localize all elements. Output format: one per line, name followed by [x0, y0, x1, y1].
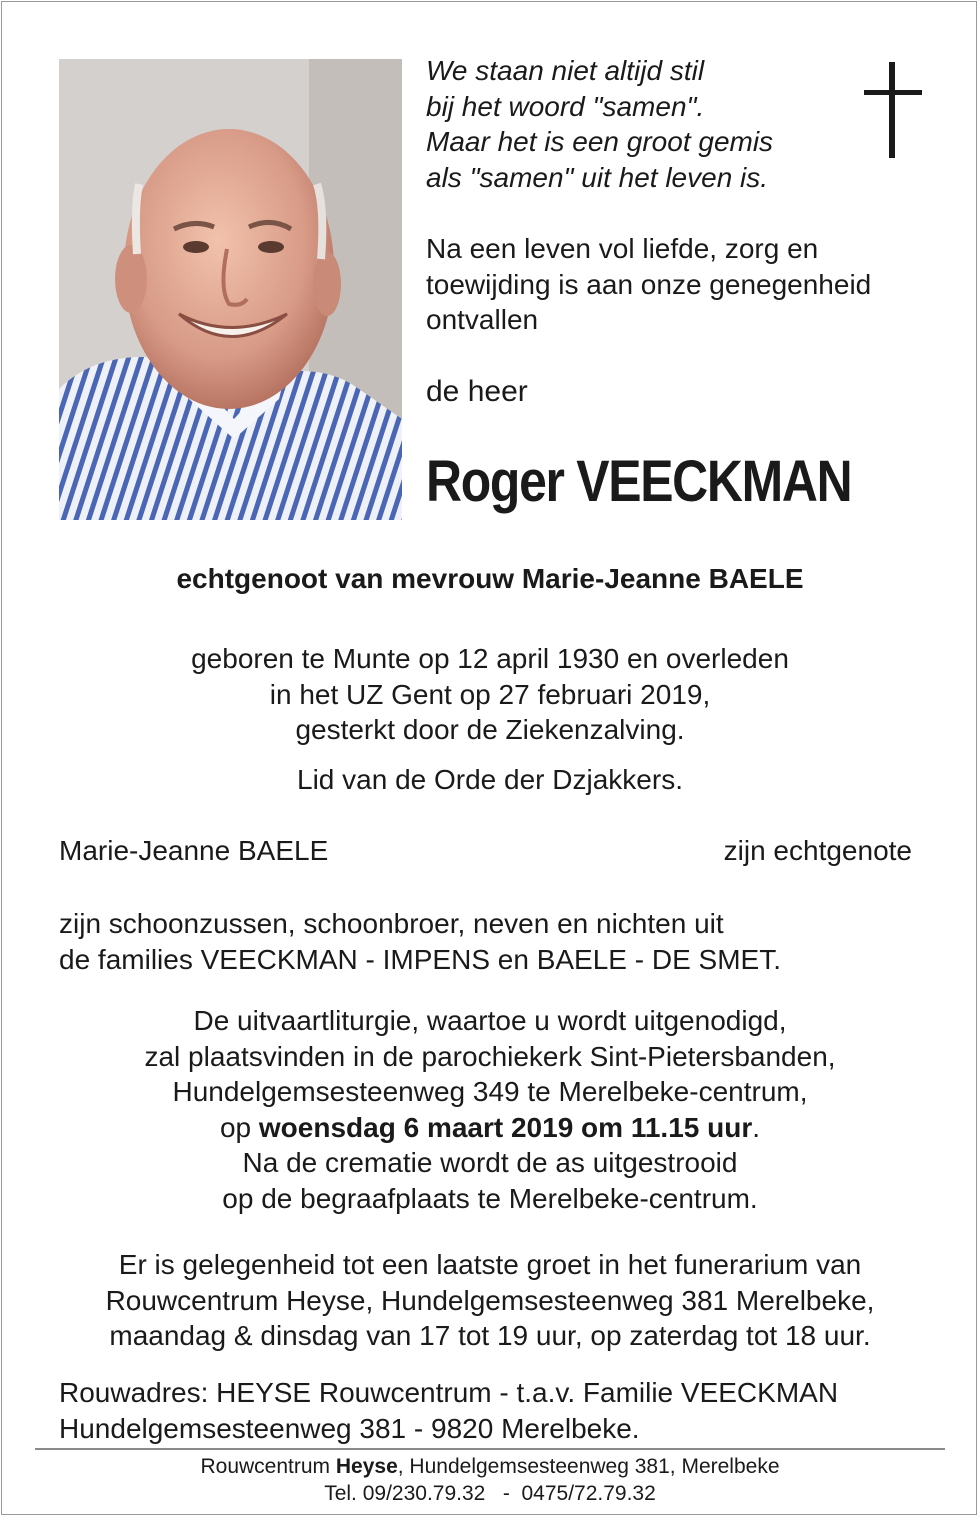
intro-text	[426, 231, 871, 338]
address-line: Rouwadres: HEYSE Rouwcentrum - t.a.v. Familie VEECKMAN	[59, 1377, 839, 1408]
funeral-date: woensdag 6 maart 2019 om 11.15 uur	[258, 1111, 753, 1143]
birth-death-text	[0, 641, 980, 748]
address-line: Hundelgemsesteenweg 381 - 9820 Merelbeke.	[59, 1412, 640, 1444]
footer-suffix: , Hundelgemsesteenweg 381, Merelbeke	[397, 1455, 780, 1478]
family-line: zijn schoonzussen, schoonbroer, neven en nichten uit	[59, 908, 724, 939]
mourning-address	[59, 1375, 838, 1446]
honorific: de heer	[426, 375, 528, 408]
funeral-date-prefix: op	[219, 1111, 259, 1143]
funeral-line: Na de crematie wordt de as uitgestrooid	[242, 1147, 738, 1178]
visit-line: maandag & dinsdag van 17 tot 19 uur, op zaterdag tot 18 uur.	[109, 1320, 871, 1351]
cross-icon	[864, 62, 922, 158]
family-text	[59, 906, 781, 977]
deceased-name: Roger VEECKMAN	[426, 449, 852, 514]
portrait-photo	[59, 59, 402, 520]
footer-line	[0, 1453, 980, 1480]
mourner-name: Marie-Jeanne BAELE	[59, 835, 329, 866]
footer	[0, 1453, 980, 1507]
poem	[426, 53, 773, 195]
poem-line: We staan niet altijd stil	[426, 55, 705, 86]
visitation-text	[0, 1247, 980, 1354]
family-line: de families VEECKMAN - IMPENS en BAELE - DE SMET.	[59, 943, 781, 975]
funeral-line: op de begraafplaats te Merelbeke-centrum.	[222, 1182, 758, 1214]
membership-line: Lid van de Orde der Dzjakkers.	[297, 764, 683, 795]
spouse-line: echtgenoot van mevrouw Marie-Jeanne BAELE	[176, 563, 804, 594]
funeral-date-line	[0, 1110, 980, 1146]
born-line: geboren te Munte op 12 april 1930 en overleden	[191, 643, 789, 674]
funeral-text	[0, 1003, 980, 1216]
funeral-line: Hundelgemsesteenweg 349 te Merelbeke-centrum,	[172, 1076, 808, 1107]
visit-line: Er is gelegenheid tot een laatste groet in het funerarium van	[118, 1249, 862, 1280]
intro-line: ontvallen	[426, 304, 539, 335]
poem-line: als "samen" uit het leven is.	[426, 161, 769, 193]
intro-line: toewijding is aan onze genegenheid	[426, 268, 872, 300]
mourner-row	[59, 835, 912, 867]
intro-line: Na een leven vol liefde, zorg en	[426, 233, 819, 264]
funeral-date-suffix: .	[752, 1111, 761, 1143]
funeral-line: zal plaatsvinden in de parochiekerk Sint-Pietersbanden,	[144, 1040, 836, 1072]
footer-brand: Heyse	[335, 1455, 398, 1478]
poem-line: bij het woord "samen".	[426, 90, 705, 122]
born-line: in het UZ Gent op 27 februari 2019,	[269, 678, 711, 710]
footer-prefix: Rouwcentrum	[200, 1455, 336, 1478]
visit-line: Rouwcentrum Heyse, Hundelgemsesteenweg 381 Merelbeke,	[105, 1284, 875, 1316]
footer-divider	[35, 1448, 945, 1450]
born-line: gesterkt door de Ziekenzalving.	[295, 714, 685, 745]
footer-phones: Tel. 09/230.79.32 - 0475/72.79.32	[324, 1482, 656, 1505]
mourner-relation: zijn echtgenote	[723, 835, 912, 866]
poem-line: Maar het is een groot gemis	[426, 126, 774, 157]
funeral-line: De uitvaartliturgie, waartoe u wordt uitgenodigd,	[193, 1005, 787, 1036]
